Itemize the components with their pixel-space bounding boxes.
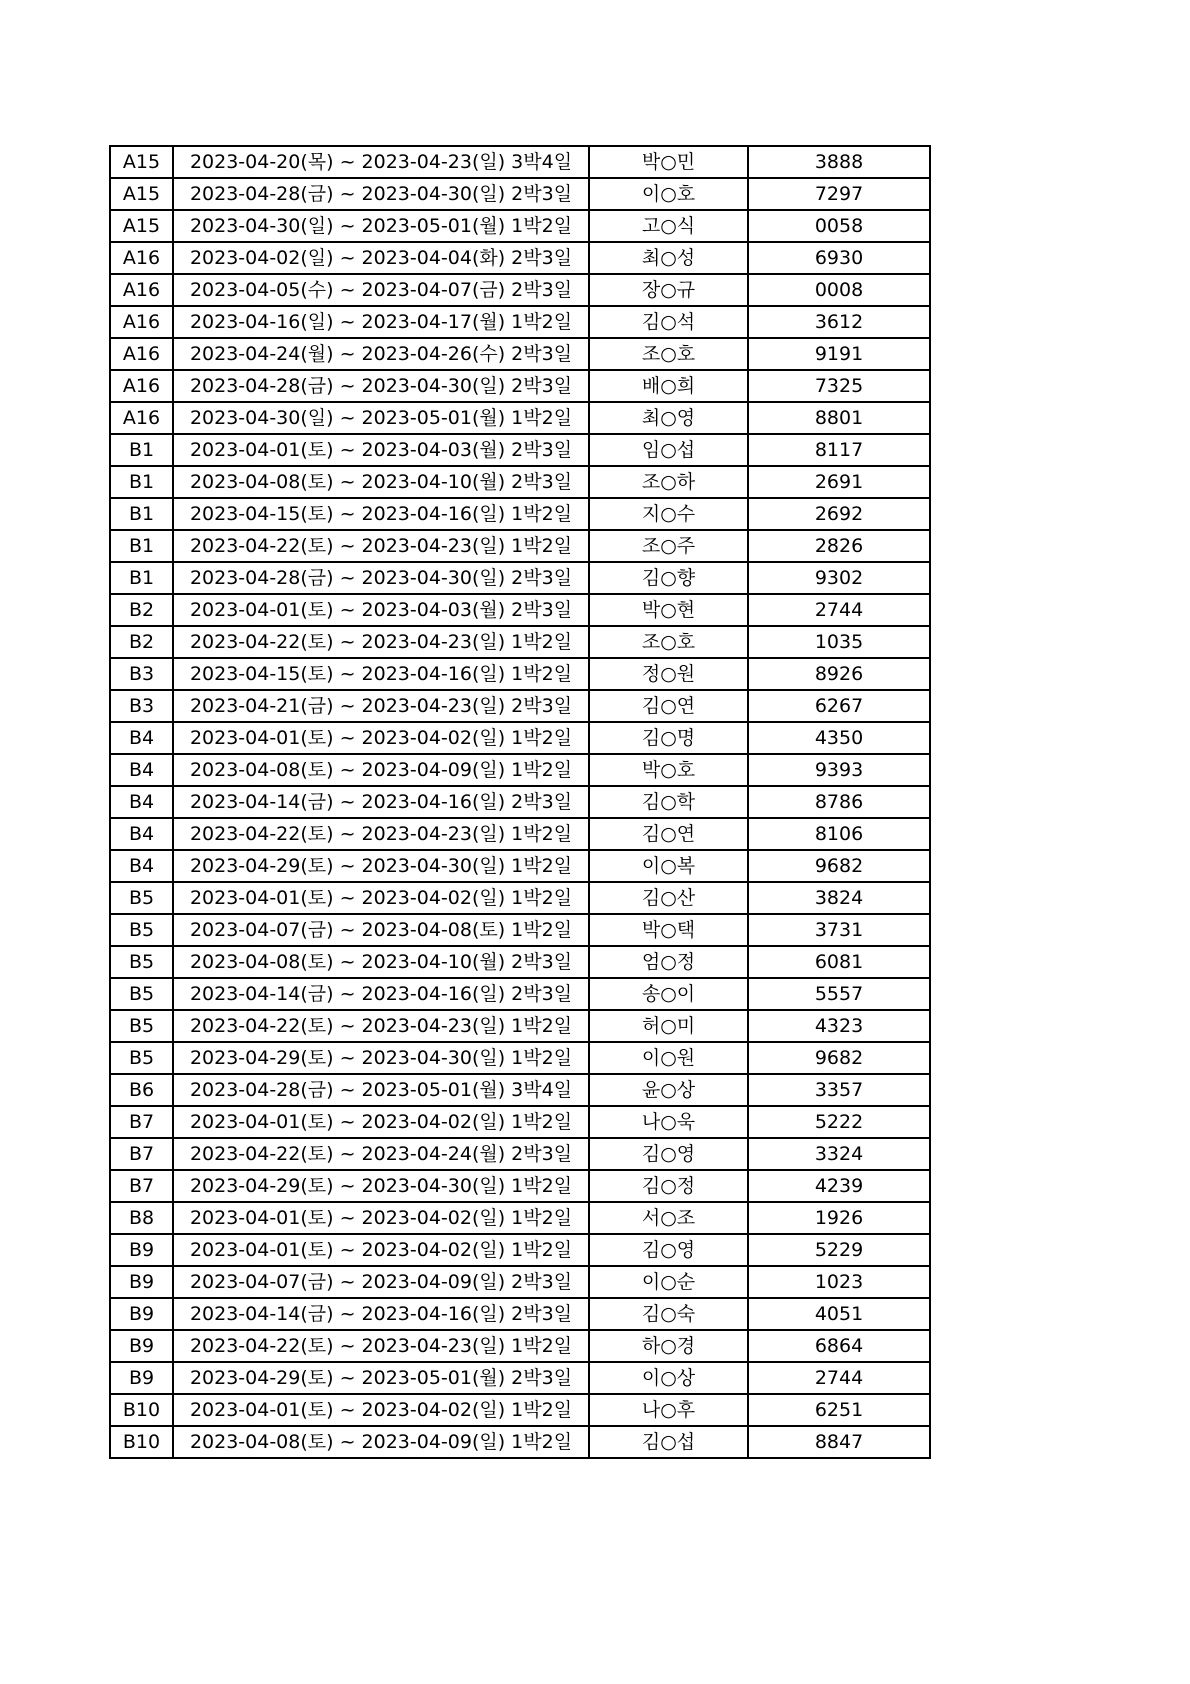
stay-period-cell: 2023-04-20(목) ~ 2023-04-23(일) 3박4일 bbox=[173, 146, 589, 178]
table-row bbox=[110, 722, 930, 754]
stay-period-cell: 2023-04-08(토) ~ 2023-04-09(일) 1박2일 bbox=[173, 754, 589, 786]
stay-period-cell: 2023-04-07(금) ~ 2023-04-09(일) 2박3일 bbox=[173, 1266, 589, 1298]
room-cell: A16 bbox=[110, 274, 173, 306]
table-row bbox=[110, 178, 930, 210]
stay-period-cell: 2023-04-05(수) ~ 2023-04-07(금) 2박3일 bbox=[173, 274, 589, 306]
stay-period-cell: 2023-04-01(토) ~ 2023-04-02(일) 1박2일 bbox=[173, 882, 589, 914]
reservation-code-cell: 9393 bbox=[748, 754, 930, 786]
guest-name-cell: 송○이 bbox=[589, 978, 748, 1010]
reservation-code-cell: 9682 bbox=[748, 1042, 930, 1074]
stay-period-cell: 2023-04-08(토) ~ 2023-04-10(월) 2박3일 bbox=[173, 946, 589, 978]
table-row bbox=[110, 402, 930, 434]
table-row bbox=[110, 1394, 930, 1426]
reservation-code-cell: 6864 bbox=[748, 1330, 930, 1362]
room-cell: B2 bbox=[110, 626, 173, 658]
guest-name-cell: 김○영 bbox=[589, 1234, 748, 1266]
guest-name-cell: 하○경 bbox=[589, 1330, 748, 1362]
reservation-code-cell: 6251 bbox=[748, 1394, 930, 1426]
reservation-code-cell: 0058 bbox=[748, 210, 930, 242]
guest-name-cell: 김○섭 bbox=[589, 1426, 748, 1458]
room-cell: B4 bbox=[110, 818, 173, 850]
guest-name-cell: 김○연 bbox=[589, 818, 748, 850]
reservation-code-cell: 2826 bbox=[748, 530, 930, 562]
table-row bbox=[110, 850, 930, 882]
room-cell: B2 bbox=[110, 594, 173, 626]
stay-period-cell: 2023-04-22(토) ~ 2023-04-23(일) 1박2일 bbox=[173, 530, 589, 562]
stay-period-cell: 2023-04-22(토) ~ 2023-04-23(일) 1박2일 bbox=[173, 1010, 589, 1042]
stay-period-cell: 2023-04-28(금) ~ 2023-04-30(일) 2박3일 bbox=[173, 370, 589, 402]
guest-name-cell: 장○규 bbox=[589, 274, 748, 306]
room-cell: A15 bbox=[110, 210, 173, 242]
stay-period-cell: 2023-04-29(토) ~ 2023-05-01(월) 2박3일 bbox=[173, 1362, 589, 1394]
table-row bbox=[110, 978, 930, 1010]
guest-name-cell: 정○원 bbox=[589, 658, 748, 690]
reservation-code-cell: 7325 bbox=[748, 370, 930, 402]
reservation-code-cell: 6930 bbox=[748, 242, 930, 274]
room-cell: A15 bbox=[110, 146, 173, 178]
table-row bbox=[110, 1234, 930, 1266]
stay-period-cell: 2023-04-16(일) ~ 2023-04-17(월) 1박2일 bbox=[173, 306, 589, 338]
table-row bbox=[110, 946, 930, 978]
room-cell: B4 bbox=[110, 722, 173, 754]
reservation-code-cell: 9302 bbox=[748, 562, 930, 594]
reservation-code-cell: 0008 bbox=[748, 274, 930, 306]
room-cell: B6 bbox=[110, 1074, 173, 1106]
room-cell: B1 bbox=[110, 434, 173, 466]
table-row bbox=[110, 210, 930, 242]
room-cell: B5 bbox=[110, 978, 173, 1010]
table-row bbox=[110, 626, 930, 658]
table-row bbox=[110, 1074, 930, 1106]
table-row bbox=[110, 1106, 930, 1138]
guest-name-cell: 이○상 bbox=[589, 1362, 748, 1394]
guest-name-cell: 최○영 bbox=[589, 402, 748, 434]
room-cell: A15 bbox=[110, 178, 173, 210]
reservation-code-cell: 3824 bbox=[748, 882, 930, 914]
table-row bbox=[110, 1266, 930, 1298]
table-row bbox=[110, 1202, 930, 1234]
room-cell: B10 bbox=[110, 1426, 173, 1458]
stay-period-cell: 2023-04-28(금) ~ 2023-04-30(일) 2박3일 bbox=[173, 562, 589, 594]
stay-period-cell: 2023-04-01(토) ~ 2023-04-02(일) 1박2일 bbox=[173, 1202, 589, 1234]
stay-period-cell: 2023-04-14(금) ~ 2023-04-16(일) 2박3일 bbox=[173, 978, 589, 1010]
reservation-code-cell: 8847 bbox=[748, 1426, 930, 1458]
room-cell: B3 bbox=[110, 658, 173, 690]
reservation-code-cell: 4323 bbox=[748, 1010, 930, 1042]
guest-name-cell: 김○영 bbox=[589, 1138, 748, 1170]
room-cell: B4 bbox=[110, 754, 173, 786]
reservation-code-cell: 8117 bbox=[748, 434, 930, 466]
guest-name-cell: 최○성 bbox=[589, 242, 748, 274]
reservation-code-cell: 4239 bbox=[748, 1170, 930, 1202]
guest-name-cell: 김○숙 bbox=[589, 1298, 748, 1330]
room-cell: B8 bbox=[110, 1202, 173, 1234]
stay-period-cell: 2023-04-28(금) ~ 2023-04-30(일) 2박3일 bbox=[173, 178, 589, 210]
reservation-code-cell: 4051 bbox=[748, 1298, 930, 1330]
guest-name-cell: 김○산 bbox=[589, 882, 748, 914]
guest-name-cell: 임○섭 bbox=[589, 434, 748, 466]
room-cell: B9 bbox=[110, 1298, 173, 1330]
stay-period-cell: 2023-04-22(토) ~ 2023-04-24(월) 2박3일 bbox=[173, 1138, 589, 1170]
reservation-code-cell: 9191 bbox=[748, 338, 930, 370]
room-cell: B9 bbox=[110, 1330, 173, 1362]
room-cell: B5 bbox=[110, 946, 173, 978]
table-row bbox=[110, 530, 930, 562]
reservation-code-cell: 1035 bbox=[748, 626, 930, 658]
guest-name-cell: 배○희 bbox=[589, 370, 748, 402]
guest-name-cell: 이○원 bbox=[589, 1042, 748, 1074]
table-row bbox=[110, 882, 930, 914]
guest-name-cell: 박○호 bbox=[589, 754, 748, 786]
guest-name-cell: 김○명 bbox=[589, 722, 748, 754]
guest-name-cell: 박○민 bbox=[589, 146, 748, 178]
room-cell: B1 bbox=[110, 466, 173, 498]
guest-name-cell: 조○호 bbox=[589, 338, 748, 370]
room-cell: B9 bbox=[110, 1266, 173, 1298]
table-row bbox=[110, 146, 930, 178]
stay-period-cell: 2023-04-01(토) ~ 2023-04-02(일) 1박2일 bbox=[173, 1394, 589, 1426]
reservation-code-cell: 1926 bbox=[748, 1202, 930, 1234]
reservation-code-cell: 5557 bbox=[748, 978, 930, 1010]
reservation-code-cell: 5229 bbox=[748, 1234, 930, 1266]
room-cell: A16 bbox=[110, 242, 173, 274]
guest-name-cell: 조○하 bbox=[589, 466, 748, 498]
room-cell: B1 bbox=[110, 498, 173, 530]
table-row bbox=[110, 466, 930, 498]
stay-period-cell: 2023-04-14(금) ~ 2023-04-16(일) 2박3일 bbox=[173, 1298, 589, 1330]
guest-name-cell: 조○주 bbox=[589, 530, 748, 562]
room-cell: A16 bbox=[110, 370, 173, 402]
reservation-code-cell: 4350 bbox=[748, 722, 930, 754]
guest-name-cell: 서○조 bbox=[589, 1202, 748, 1234]
room-cell: B5 bbox=[110, 1010, 173, 1042]
room-cell: B7 bbox=[110, 1138, 173, 1170]
guest-name-cell: 허○미 bbox=[589, 1010, 748, 1042]
reservation-code-cell: 3324 bbox=[748, 1138, 930, 1170]
reservation-code-cell: 3612 bbox=[748, 306, 930, 338]
guest-name-cell: 윤○상 bbox=[589, 1074, 748, 1106]
stay-period-cell: 2023-04-01(토) ~ 2023-04-03(월) 2박3일 bbox=[173, 594, 589, 626]
stay-period-cell: 2023-04-29(토) ~ 2023-04-30(일) 1박2일 bbox=[173, 850, 589, 882]
stay-period-cell: 2023-04-24(월) ~ 2023-04-26(수) 2박3일 bbox=[173, 338, 589, 370]
stay-period-cell: 2023-04-22(토) ~ 2023-04-23(일) 1박2일 bbox=[173, 818, 589, 850]
table-row bbox=[110, 914, 930, 946]
reservation-table bbox=[109, 145, 931, 1459]
reservation-code-cell: 9682 bbox=[748, 850, 930, 882]
reservation-code-cell: 8106 bbox=[748, 818, 930, 850]
table-row bbox=[110, 1170, 930, 1202]
stay-period-cell: 2023-04-29(토) ~ 2023-04-30(일) 1박2일 bbox=[173, 1042, 589, 1074]
table-row bbox=[110, 1330, 930, 1362]
reservation-code-cell: 8786 bbox=[748, 786, 930, 818]
table-row bbox=[110, 786, 930, 818]
reservation-code-cell: 3731 bbox=[748, 914, 930, 946]
stay-period-cell: 2023-04-07(금) ~ 2023-04-08(토) 1박2일 bbox=[173, 914, 589, 946]
guest-name-cell: 이○호 bbox=[589, 178, 748, 210]
stay-period-cell: 2023-04-29(토) ~ 2023-04-30(일) 1박2일 bbox=[173, 1170, 589, 1202]
table-row bbox=[110, 434, 930, 466]
table-row bbox=[110, 1362, 930, 1394]
stay-period-cell: 2023-04-28(금) ~ 2023-05-01(월) 3박4일 bbox=[173, 1074, 589, 1106]
reservation-code-cell: 7297 bbox=[748, 178, 930, 210]
table-row bbox=[110, 1042, 930, 1074]
table-row bbox=[110, 754, 930, 786]
table-row bbox=[110, 306, 930, 338]
room-cell: B1 bbox=[110, 530, 173, 562]
reservation-code-cell: 2744 bbox=[748, 1362, 930, 1394]
table-row bbox=[110, 562, 930, 594]
reservation-sheet bbox=[109, 145, 931, 1459]
room-cell: B5 bbox=[110, 914, 173, 946]
stay-period-cell: 2023-04-08(토) ~ 2023-04-10(월) 2박3일 bbox=[173, 466, 589, 498]
stay-period-cell: 2023-04-15(토) ~ 2023-04-16(일) 1박2일 bbox=[173, 498, 589, 530]
stay-period-cell: 2023-04-01(토) ~ 2023-04-02(일) 1박2일 bbox=[173, 722, 589, 754]
table-row bbox=[110, 370, 930, 402]
reservation-code-cell: 2744 bbox=[748, 594, 930, 626]
guest-name-cell: 엄○정 bbox=[589, 946, 748, 978]
stay-period-cell: 2023-04-30(일) ~ 2023-05-01(월) 1박2일 bbox=[173, 402, 589, 434]
guest-name-cell: 김○석 bbox=[589, 306, 748, 338]
guest-name-cell: 김○정 bbox=[589, 1170, 748, 1202]
guest-name-cell: 김○향 bbox=[589, 562, 748, 594]
room-cell: B7 bbox=[110, 1106, 173, 1138]
stay-period-cell: 2023-04-22(토) ~ 2023-04-23(일) 1박2일 bbox=[173, 626, 589, 658]
reservation-code-cell: 6081 bbox=[748, 946, 930, 978]
table-row bbox=[110, 594, 930, 626]
reservation-code-cell: 3357 bbox=[748, 1074, 930, 1106]
stay-period-cell: 2023-04-14(금) ~ 2023-04-16(일) 2박3일 bbox=[173, 786, 589, 818]
guest-name-cell: 박○택 bbox=[589, 914, 748, 946]
room-cell: B5 bbox=[110, 882, 173, 914]
room-cell: B5 bbox=[110, 1042, 173, 1074]
stay-period-cell: 2023-04-15(토) ~ 2023-04-16(일) 1박2일 bbox=[173, 658, 589, 690]
table-row bbox=[110, 1010, 930, 1042]
table-row bbox=[110, 690, 930, 722]
room-cell: B7 bbox=[110, 1170, 173, 1202]
stay-period-cell: 2023-04-22(토) ~ 2023-04-23(일) 1박2일 bbox=[173, 1330, 589, 1362]
reservation-table-body bbox=[110, 146, 930, 1458]
stay-period-cell: 2023-04-08(토) ~ 2023-04-09(일) 1박2일 bbox=[173, 1426, 589, 1458]
table-row bbox=[110, 1426, 930, 1458]
room-cell: B10 bbox=[110, 1394, 173, 1426]
guest-name-cell: 고○식 bbox=[589, 210, 748, 242]
table-row bbox=[110, 338, 930, 370]
room-cell: B4 bbox=[110, 850, 173, 882]
guest-name-cell: 나○욱 bbox=[589, 1106, 748, 1138]
reservation-code-cell: 3888 bbox=[748, 146, 930, 178]
guest-name-cell: 김○연 bbox=[589, 690, 748, 722]
table-row bbox=[110, 274, 930, 306]
stay-period-cell: 2023-04-01(토) ~ 2023-04-02(일) 1박2일 bbox=[173, 1234, 589, 1266]
table-row bbox=[110, 242, 930, 274]
reservation-code-cell: 8926 bbox=[748, 658, 930, 690]
room-cell: B9 bbox=[110, 1362, 173, 1394]
stay-period-cell: 2023-04-01(토) ~ 2023-04-03(월) 2박3일 bbox=[173, 434, 589, 466]
stay-period-cell: 2023-04-01(토) ~ 2023-04-02(일) 1박2일 bbox=[173, 1106, 589, 1138]
reservation-code-cell: 2692 bbox=[748, 498, 930, 530]
room-cell: A16 bbox=[110, 402, 173, 434]
reservation-code-cell: 5222 bbox=[748, 1106, 930, 1138]
table-row bbox=[110, 1138, 930, 1170]
guest-name-cell: 이○순 bbox=[589, 1266, 748, 1298]
stay-period-cell: 2023-04-30(일) ~ 2023-05-01(월) 1박2일 bbox=[173, 210, 589, 242]
table-row bbox=[110, 658, 930, 690]
stay-period-cell: 2023-04-02(일) ~ 2023-04-04(화) 2박3일 bbox=[173, 242, 589, 274]
guest-name-cell: 지○수 bbox=[589, 498, 748, 530]
reservation-code-cell: 6267 bbox=[748, 690, 930, 722]
guest-name-cell: 박○현 bbox=[589, 594, 748, 626]
room-cell: B4 bbox=[110, 786, 173, 818]
reservation-code-cell: 2691 bbox=[748, 466, 930, 498]
room-cell: B9 bbox=[110, 1234, 173, 1266]
room-cell: B3 bbox=[110, 690, 173, 722]
room-cell: B1 bbox=[110, 562, 173, 594]
reservation-code-cell: 1023 bbox=[748, 1266, 930, 1298]
reservation-code-cell: 8801 bbox=[748, 402, 930, 434]
table-row bbox=[110, 1298, 930, 1330]
room-cell: A16 bbox=[110, 306, 173, 338]
guest-name-cell: 조○호 bbox=[589, 626, 748, 658]
table-row bbox=[110, 498, 930, 530]
stay-period-cell: 2023-04-21(금) ~ 2023-04-23(일) 2박3일 bbox=[173, 690, 589, 722]
guest-name-cell: 김○학 bbox=[589, 786, 748, 818]
room-cell: A16 bbox=[110, 338, 173, 370]
guest-name-cell: 이○복 bbox=[589, 850, 748, 882]
guest-name-cell: 나○후 bbox=[589, 1394, 748, 1426]
table-row bbox=[110, 818, 930, 850]
